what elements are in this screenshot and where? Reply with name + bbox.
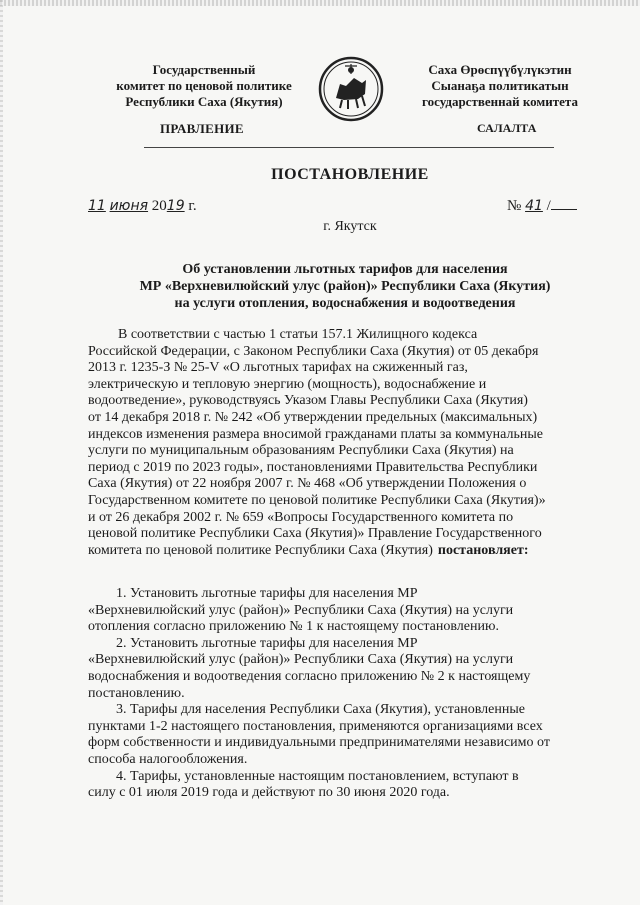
text-line: водоснабжения и водоотведения согласно приложению № 2 к настоящему [88,668,531,684]
text-line: и от 26 декабря 2002 г. № 659 «Вопросы Государственного комитета по [88,509,514,525]
text-line: ценовой политике Республики Саха (Якутия)» Правление Государственного [88,526,542,542]
list-item [88,636,596,702]
text-line: услуги по муниципальным образованиям Республики Саха (Якутия) на [88,443,514,459]
document-date [88,198,197,215]
document-type: ПОСТАНОВЛЕНИЕ [271,166,429,183]
title-line: на услуги отопления, водоснабжения и водоотведения [174,296,516,311]
date-year-suffix: г. [188,198,197,214]
document-title [0,261,640,312]
text-line: Саха (Якутия) от 22 ноября 2007 г. № 468 «Об утверждении Положения о [88,476,527,492]
text-line: В соответствии с частью 1 статьи 157.1 Жилищного кодекса [118,327,478,342]
header-right-line: Сыанаҕа политикатын [431,78,569,93]
coat-of-arms-icon [318,56,384,122]
text-line: индексов изменения размера вносимой гражданами платы за коммунальные [88,426,543,442]
header-left-line: Государственный [152,62,256,77]
text-line: 3. Тарифы для населения Республики Саха (Якутия), установленные [116,702,525,718]
text-line: 4. Тарифы, установленные настоящим постановлением, вступают в [116,768,519,784]
date-day: 11 [88,198,106,214]
text-line: отопления согласно приложению № 1 к настоящему постановлению. [88,619,499,635]
date-month: июня [109,198,149,214]
text-line: Государственном комитете по ценовой политике Республики Саха (Якутия)» [88,492,546,508]
preamble-paragraph [88,327,596,559]
header-left-org [104,62,304,110]
title-line: МР «Верхневилюйский улус (район)» Республики Саха (Якутия) [139,279,551,294]
text-line: 2013 г. 1235-З № 25-V «О льготных тарифах на сжиженный газ, [88,360,468,376]
dept-right: САЛАЛТА [477,121,537,135]
text-line: «Верхневилюйский улус (район)» Республики Саха (Якутия) на услуги [88,652,514,668]
header-right-org [400,62,600,110]
city: г. Якутск [323,219,377,234]
header-left-line: комитет по ценовой политике [116,78,292,93]
scan-edge [0,0,640,6]
text-line: постановлению. [88,685,185,701]
text-line: способа налогообложения. [88,751,248,767]
text-line: от 14 декабря 2018 г. № 242 «Об утверждении предельных (максимальных) [88,409,538,425]
text-line: водоотведение», руководствуясь Указом Главы Республики Саха (Якутия) [88,393,528,409]
list-item [88,586,596,636]
text-line: период с 2019 по 2023 годы», постановлениями Правительства Республики [88,459,538,475]
list-item [88,769,596,802]
text-line: 2. Установить льготные тарифы для населения МР [116,635,418,651]
header-divider [144,147,554,148]
number-prefix: № [507,198,522,214]
document-number [507,198,577,215]
text-line: форм собственности и индивидуальными предпринимателями независимо от [88,735,550,751]
text-line: «Верхневилюйский улус (район)» Республики Саха (Якутия) на услуги [88,602,514,618]
date-year-hand: 19 [166,198,185,214]
resolution-items [88,586,596,802]
text-line: 1. Установить льготные тарифы для населения МР [116,586,418,601]
text-line: силу с 01 июля 2019 года и действуют по 30 июня 2020 года. [88,785,450,801]
resolves-word: постановляет: [437,542,529,558]
date-year-prefix: 20 [151,198,167,214]
text-line: Российской Федерации, с Законом Республики Саха (Якутия) от 05 декабря [88,343,539,359]
title-line: Об установлении льготных тарифов для населения [182,262,508,277]
list-item [88,702,596,768]
text-line: пунктами 1-2 настоящего постановления, применяются организациями всех [88,718,543,734]
header-right-line: государственнай комитета [422,94,578,109]
number-value: 41 [525,198,543,214]
dept-left: ПРАВЛЕНИЕ [160,121,244,136]
number-suffix: / [546,198,551,214]
text-line: электрическую и тепловую энергию (мощность), водоснабжение и [88,376,487,392]
scan-edge [0,0,3,905]
header-right-line: Саха Өрөспүүбүлүкэтин [428,62,572,77]
text-line: комитета по ценовой политике Республики Саха (Якутия) постановляет: [88,542,529,558]
header-left-line: Республики Саха (Якутия) [125,94,283,109]
